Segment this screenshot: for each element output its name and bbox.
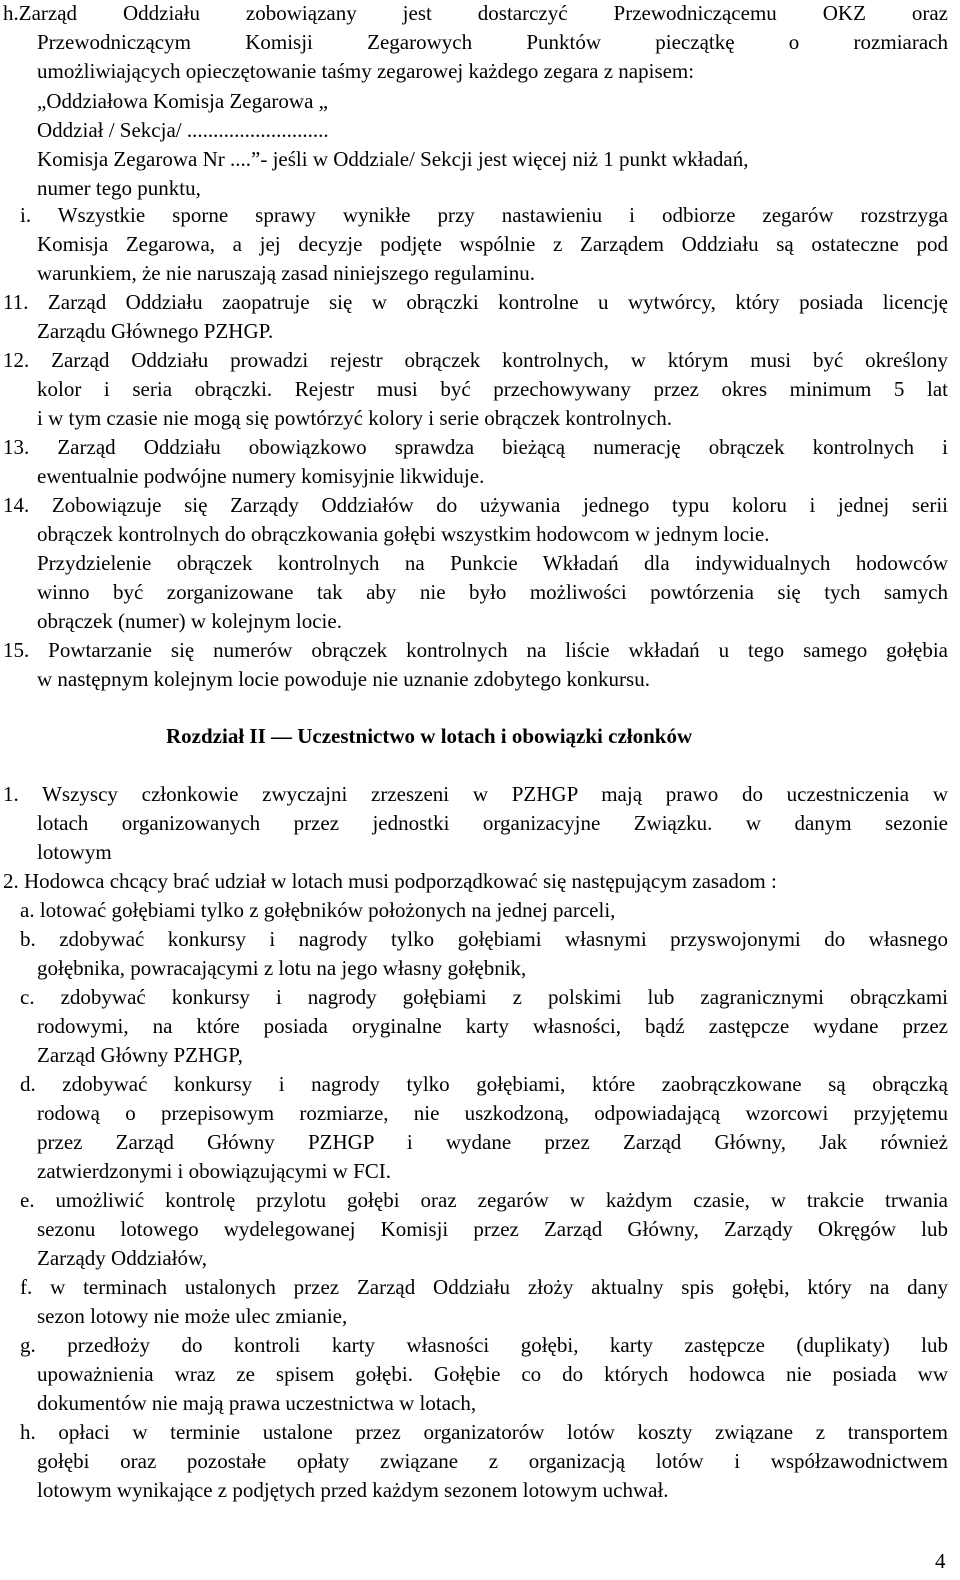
text-line: upoważnienia wraz ze spisem gołębi. Gołębie co do których hodowca nie posiada ww bbox=[37, 1362, 948, 1386]
text-line: przez Zarząd Główny PZHGP i wydane przez Zarząd Główny, Jak również bbox=[37, 1130, 948, 1154]
text-line: gołębi oraz pozostałe opłaty związane z organizacją lotów i współzawodnictwem bbox=[37, 1449, 948, 1473]
text-line: d. zdobywać konkursy i nagrody tylko gołębiami, które zaobrączkowane są obrączką bbox=[20, 1072, 948, 1096]
heading-part2: Uczestnictwo w lotach i obowiązki członków bbox=[297, 724, 693, 748]
text-line: e. umożliwić kontrolę przylotu gołębi oraz zegarów w każdym czasie, w trakcie trwania bbox=[20, 1188, 948, 1212]
text-line: Przewodniczącym Komisji Zegarowych Punktów pieczątkę o rozmiarach bbox=[37, 30, 948, 54]
text-line: Komisja Zegarowa Nr ....”- jeśli w Oddziale/ Sekcji jest więcej niż 1 punkt wkładań, bbox=[37, 147, 749, 171]
text-line: obrączek (numer) w kolejnym locie. bbox=[37, 609, 342, 633]
text-line: Przydzielenie obrączek kontrolnych na Punkcie Wkładań dla indywidualnych hodowców bbox=[37, 551, 948, 575]
text-line: g. przedłoży do kontroli karty własności gołębi, karty zastępcze (duplikaty) lub bbox=[20, 1333, 948, 1357]
text-line: Oddział / Sekcja/ ........................... bbox=[37, 118, 329, 142]
text-line: lotowym wynikające z podjętych przed każdym sezonem lotowym uchwał. bbox=[37, 1478, 669, 1502]
heading-part1: Rozdział II bbox=[166, 724, 266, 748]
text-line: 1. Wszyscy członkowie zwyczajni zrzeszeni w PZHGP mają prawo do uczestniczenia w bbox=[3, 782, 948, 806]
text-line: i w tym czasie nie mogą się powtórzyć kolory i serie obrączek kontrolnych. bbox=[37, 406, 673, 430]
text-line: kolor i seria obrączki. Rejestr musi być przechowywany przez okres minimum 5 lat bbox=[37, 377, 948, 401]
text-line: c. zdobywać konkursy i nagrody gołębiami z polskimi lub zagranicznymi obrączkami bbox=[20, 985, 948, 1009]
text-line: gołębnika, powracającymi z lotu na jego własny gołębnik, bbox=[37, 956, 527, 980]
heading-dash: — bbox=[271, 724, 292, 748]
text-line: Komisja Zegarowa, a jej decyzje podjęte wspólnie z Zarządem Oddziału są ostateczne pod bbox=[37, 232, 948, 256]
text-line: h.Zarząd Oddziału zobowiązany jest dostarczyć Przewodniczącemu OKZ oraz bbox=[3, 1, 948, 25]
text-line: lotach organizowanych przez jednostki organizacyjne Związku. w danym sezonie bbox=[37, 811, 948, 835]
page-number: 4 bbox=[935, 1549, 946, 1573]
text-line: ewentualnie podwójne numery komisyjnie likwiduje. bbox=[37, 464, 485, 488]
text-line: 11. Zarząd Oddziału zaopatruje się w obrączki kontrolne u wytwórcy, który posiada licencję bbox=[3, 290, 948, 314]
text-line: lotowym bbox=[37, 840, 112, 864]
text-line: Zarządy Oddziałów, bbox=[37, 1246, 208, 1270]
text-line: 2. Hodowca chcący brać udział w lotach musi podporządkować się następującym zasadom : bbox=[3, 869, 777, 893]
text-line: umożliwiających opieczętowanie taśmy zegarowej każdego zegara z napisem: bbox=[37, 59, 695, 83]
text-line: h. opłaci w terminie ustalone przez organizatorów lotów koszty związane z transportem bbox=[20, 1420, 948, 1444]
text-line: 12. Zarząd Oddziału prowadzi rejestr obrączek kontrolnych, w którym musi być określony bbox=[3, 348, 948, 372]
text-line: numer tego punktu, bbox=[37, 176, 201, 200]
text-line: „Oddziałowa Komisja Zegarowa „ bbox=[37, 89, 328, 113]
text-line: w następnym kolejnym locie powoduje nie uznanie zdobytego konkursu. bbox=[37, 667, 650, 691]
text-line: rodowymi, na które posiada oryginalne karty własności, bądź zastępcze wydane przez bbox=[37, 1014, 948, 1038]
text-line: 13. Zarząd Oddziału obowiązkowo sprawdza bieżącą numerację obrączek kontrolnych i bbox=[3, 435, 948, 459]
text-line: 14. Zobowiązuje się Zarządy Oddziałów do używania jednego typu koloru i jednej serii bbox=[3, 493, 948, 517]
chapter-heading bbox=[166, 723, 692, 749]
text-line: f. w terminach ustalonych przez Zarząd Oddziału złoży aktualny spis gołębi, który na dany bbox=[20, 1275, 948, 1299]
text-line: b. zdobywać konkursy i nagrody tylko gołębiami własnymi przyswojonymi do własnego bbox=[20, 927, 948, 951]
text-line: sezonu lotowego wydelegowanej Komisji przez Zarząd Główny, Zarządy Okręgów lub bbox=[37, 1217, 948, 1241]
text-line: i. Wszystkie sporne sprawy wynikłe przy nastawieniu i odbiorze zegarów rozstrzyga bbox=[20, 203, 948, 227]
text-line: dokumentów nie mają prawa uczestnictwa w lotach, bbox=[37, 1391, 477, 1415]
text-line: obrączek kontrolnych do obrączkowania gołębi wszystkim hodowcom w jednym locie. bbox=[37, 522, 770, 546]
text-line: warunkiem, że nie naruszają zasad niniejszego regulaminu. bbox=[37, 261, 535, 285]
text-line: 15. Powtarzanie się numerów obrączek kontrolnych na liście wkładań u tego samego gołębia bbox=[3, 638, 948, 662]
text-line: Zarząd Główny PZHGP, bbox=[37, 1043, 243, 1067]
text-line: winno być zorganizowane tak aby nie było możliwości powtórzenia się tych samych bbox=[37, 580, 948, 604]
text-line: zatwierdzonymi i obowiązującymi w FCI. bbox=[37, 1159, 391, 1183]
text-line: rodową o przepisowym rozmiarze, nie uszkodzoną, odpowiadającą wzorcowi przyjętemu bbox=[37, 1101, 948, 1125]
text-line: a. lotować gołębiami tylko z gołębników położonych na jednej parceli, bbox=[20, 898, 616, 922]
text-line: Zarządu Głównego PZHGP. bbox=[37, 319, 274, 343]
text-line: sezon lotowy nie może ulec zmianie, bbox=[37, 1304, 348, 1328]
